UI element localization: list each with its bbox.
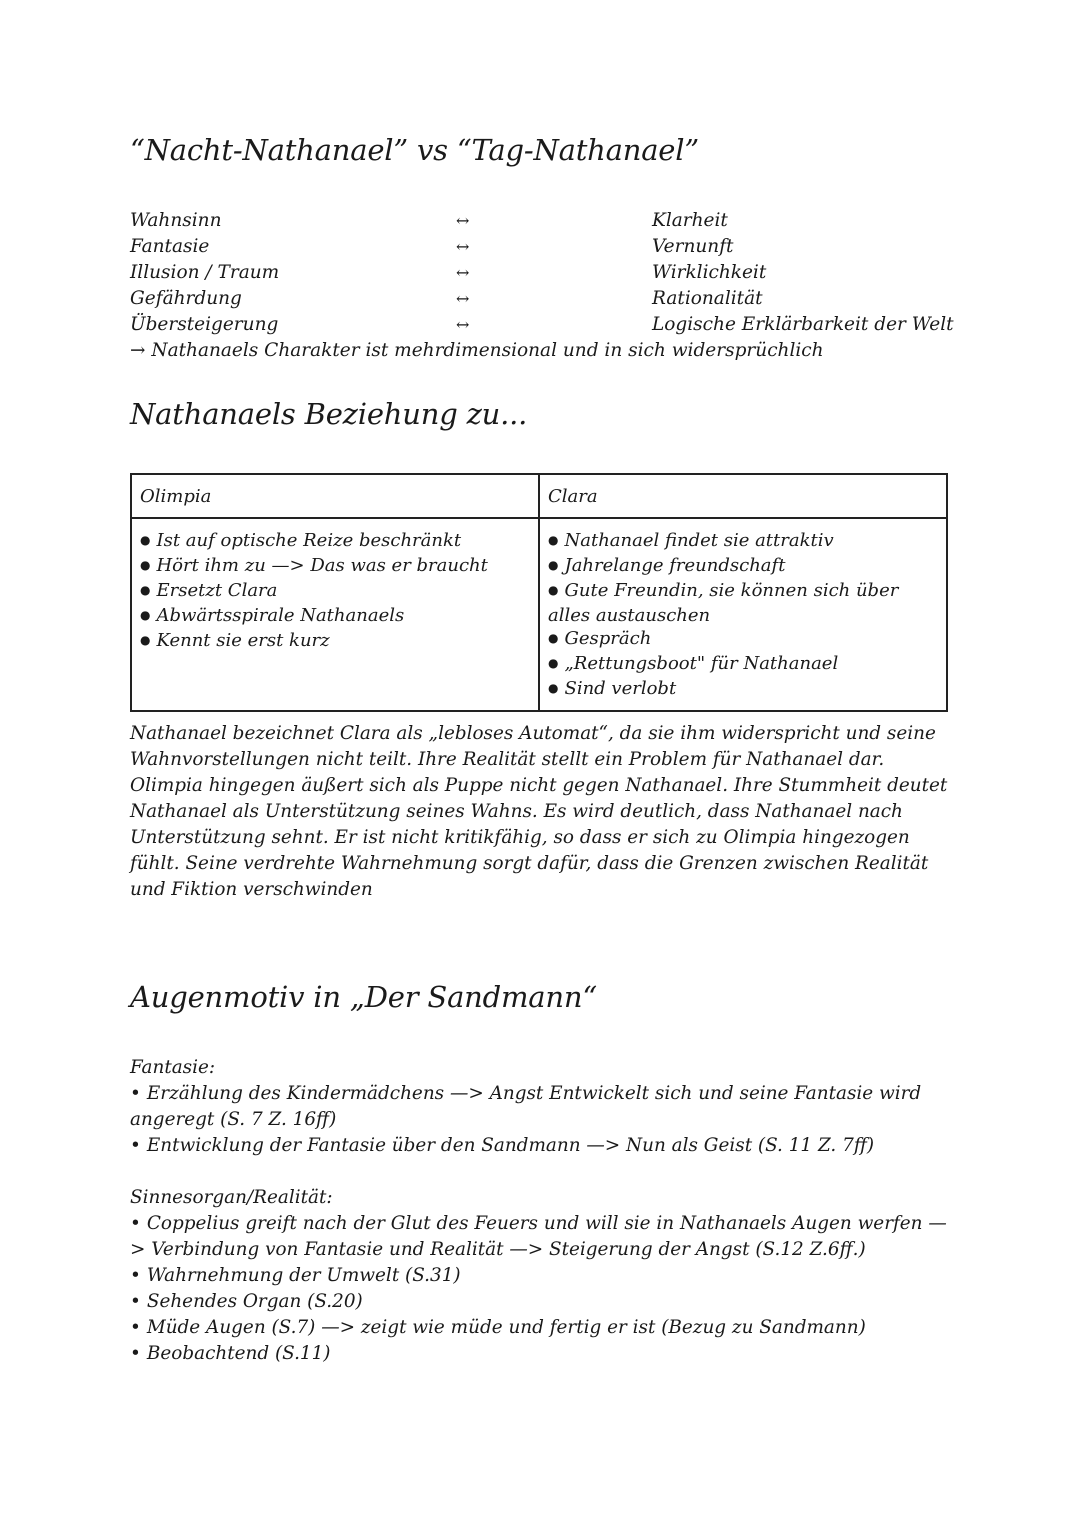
comparison-right: Vernunft	[652, 236, 734, 257]
comparison-right: Wirklichkeit	[652, 262, 767, 283]
comparison-row	[130, 312, 954, 338]
comparison-left: Wahnsinn	[130, 210, 222, 231]
comparison-row	[130, 208, 950, 234]
list-item: ● Sind verlobt	[548, 677, 938, 702]
table-header-row	[131, 474, 947, 518]
list-item: ● „Rettungsboot" für Nathanael	[548, 652, 938, 677]
list-item: • Beobachtend (S.11)	[130, 1341, 950, 1367]
comparison-conclusion: → Nathanaels Charakter ist mehrdimensional und in sich widersprüchlich	[130, 340, 824, 361]
eye-motif-title: Augenmotiv in „Der Sandmann“	[130, 980, 597, 1014]
table-row	[131, 518, 947, 711]
double-arrow-icon: ↔	[456, 263, 470, 282]
column-header-olimpia: Olimpia	[131, 474, 539, 518]
comparison-right: Klarheit	[652, 210, 728, 231]
sinnesorgan-section	[130, 1185, 950, 1367]
list-item: • Coppelius greift nach der Glut des Feuers und will sie in Nathanaels Augen werfen —> Verbindung von Fantasie und Realität —> Steigerung der Angst (S.12 Z.6ff.)	[130, 1211, 950, 1263]
comparison-row	[130, 260, 950, 286]
comparison-title: “Nacht-Nathanael” vs “Tag-Nathanael”	[130, 133, 699, 167]
column-header-clara: Clara	[539, 474, 947, 518]
list-item: • Erzählung des Kindermädchens —> Angst Entwickelt sich und seine Fantasie wird angeregt (S. 7 Z. 16ff)	[130, 1081, 950, 1133]
fantasie-list	[130, 1081, 950, 1159]
double-arrow-icon: ↔	[456, 237, 470, 256]
list-item: • Wahrnehmung der Umwelt (S.31)	[130, 1263, 950, 1289]
double-arrow-icon: ↔	[456, 211, 470, 230]
comparison-list	[130, 208, 954, 364]
comparison-row	[130, 234, 950, 260]
fantasie-section	[130, 1055, 950, 1159]
double-arrow-icon: ↔	[456, 315, 470, 334]
list-item: ● Ist auf optische Reize beschränkt	[140, 529, 530, 554]
list-item: ● Abwärtsspirale Nathanaels	[140, 604, 530, 629]
list-item: • Müde Augen (S.7) —> zeigt wie müde und fertig er ist (Bezug zu Sandmann)	[130, 1315, 950, 1341]
double-arrow-icon: ↔	[456, 289, 470, 308]
olimpia-list	[140, 529, 530, 654]
comparison-left: Illusion / Traum	[130, 262, 280, 283]
list-item: ● Jahrelange freundschaft	[548, 554, 938, 579]
list-item: ● Gute Freundin, sie können sich über alles austauschen	[548, 579, 938, 627]
olimpia-cell	[131, 518, 539, 711]
list-item: ● Gespräch	[548, 627, 938, 652]
relationship-table	[130, 473, 948, 712]
relationship-paragraph: Nathanael bezeichnet Clara als „lebloses Automat“, da sie ihm widerspricht und seine Wahnvorstellungen nicht teilt. Ihre Realität stellt ein Problem für Nathanael dar. Olimpia hingegen äußert sich als Puppe nicht gegen Nathanael. Ihre Stummheit deutet Nathanael als Unterstützung seines Wahns. Es wird deutlich, dass Nathanael nach Unterstützung sehnt. Er ist nicht kritikfähig, so dass er sich zu Olimpia hingezogen fühlt. Seine verdrehte Wahrnehmung sorgt dafür, dass die Grenzen zwischen Realität und Fiktion verschwinden	[130, 723, 948, 900]
sinnesorgan-list	[130, 1211, 950, 1367]
sinnesorgan-heading: Sinnesorgan/Realität:	[130, 1187, 333, 1208]
clara-list	[548, 529, 938, 702]
list-item: ● Nathanael findet sie attraktiv	[548, 529, 938, 554]
relationship-title: Nathanaels Beziehung zu...	[130, 397, 528, 431]
list-item: ● Hört ihm zu —> Das was er braucht	[140, 554, 530, 579]
list-item: ● Kennt sie erst kurz	[140, 629, 530, 654]
clara-cell	[539, 518, 947, 711]
comparison-left: Fantasie	[130, 236, 210, 257]
comparison-row	[130, 286, 950, 312]
list-item: ● Ersetzt Clara	[140, 579, 530, 604]
list-item: • Sehendes Organ (S.20)	[130, 1289, 950, 1315]
fantasie-heading: Fantasie:	[130, 1057, 216, 1078]
comparison-left: Gefährdung	[130, 288, 242, 309]
list-item: • Entwicklung der Fantasie über den Sandmann —> Nun als Geist (S. 11 Z. 7ff)	[130, 1133, 950, 1159]
comparison-left: Übersteigerung	[130, 314, 279, 335]
comparison-right: Logische Erklärbarkeit der Welt	[652, 314, 954, 335]
comparison-right: Rationalität	[652, 288, 763, 309]
